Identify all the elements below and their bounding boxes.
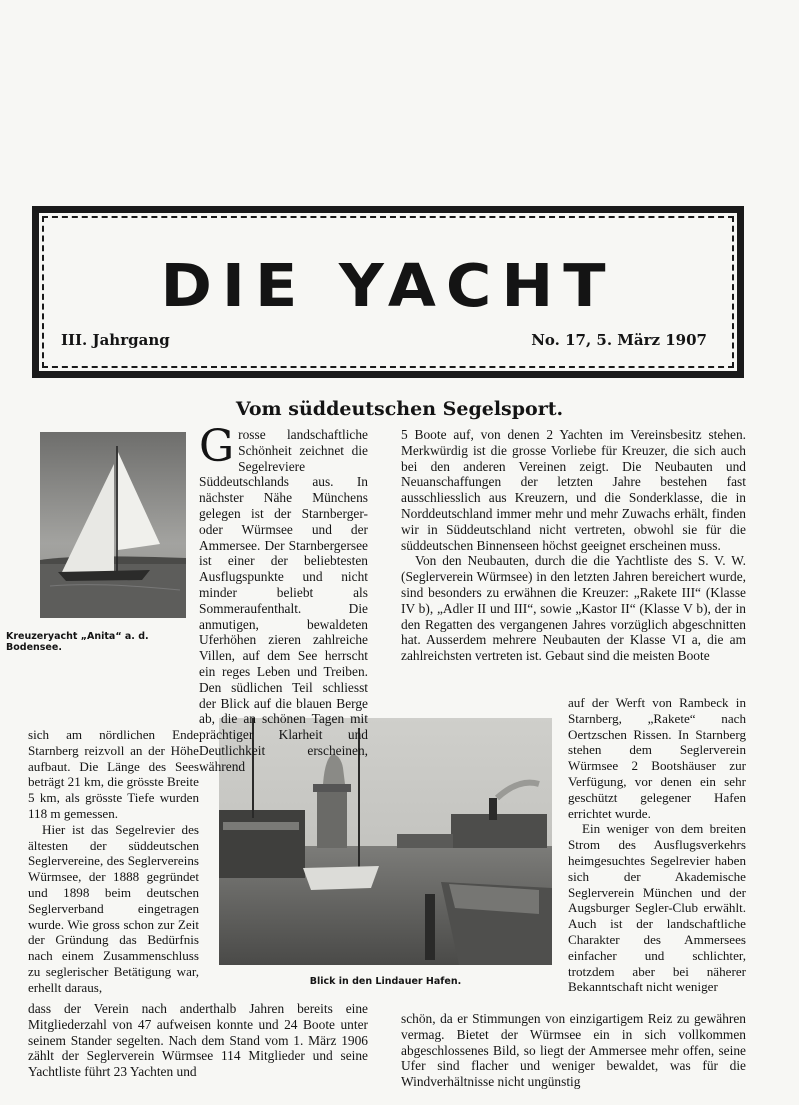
article-text-left-bottom: dass der Verein nach anderthalb Jahren bereits eine Mitgliederzahl von 47 aufweisen konnte und 24 Boote unter seinem Stander segelten. Nach dem Stand vom 1. März 1906 zählt der Seglerverein Würmsee 114 Mitglieder und seine Yachtliste führt 23 Yachten und [28, 1001, 368, 1080]
article-text-right-top: 5 Boote auf, von denen 2 Yachten im Vereinsbesitz stehen. Merkwürdig ist die grosse Vorliebe für Kreuzer, die sich auch bei den anderen Vereinen zeigt. Die Neubauten und Neuanschaffungen der letzten Jahre bestehen fast ausschliesslich aus Kreuzern, und die Sonderklasse, die in Norddeutschland immer mehr und mehr Zuwachs erhält, finden wir in Süddeutschland nicht vertreten, obwohl sie für die süddeutschen Binnenseen höchst geeignet erscheinen muss. Von den Neubauten, durch die die Yachtliste des S. V. W. (Seglerverein Würmsee) in den letzten Jahren bereichert wurde, sind besonders zu erwähnen die Kreuzer: „Rakete III“ (Klasse IV b), „Adler II und III“, sowie „Kastor II“ (Klasse V b), der in den Regatten des vergangenen Jahres vorzüglich abgeschnitten hat. Ausserdem mehrere Neubauten der Klasse VI a, die am zahlreichsten vertreten ist. Gebaut sind die meisten Boote [401, 427, 746, 664]
lindau-caption: Blick in den Lindauer Hafen. [309, 976, 462, 987]
article-text-left-top: Grosse landschaftliche Schönheit zeichnet die Segelreviere Süddeutschlands aus. In nächster Nähe Münchens gelegen ist der Starnberger- oder Würmsee und der Ammersee. Der Starnbergersee ist einer der beliebtesten Ausflugspunkte und nicht minder beliebt als Sommeraufenthalt. Die anmutigen, bewaldeten Uferhöhen zieren zahlreiche Villen, auf dem See herrscht ein reges Leben und Treiben. Den südlichen Teil schliesst der Blick auf die blauen Berge ab, die an schönen Tagen mit prächtiger Klarheit und Deutlichkeit erscheinen, während [199, 421, 368, 774]
anita-yacht-photo [40, 432, 186, 618]
drop-cap: G [199, 421, 235, 472]
magazine-title: DIE YACHT [160, 250, 616, 321]
masthead [32, 206, 744, 378]
article-headline: Vom süddeutschen Segelsport. [235, 398, 564, 420]
issue-label: No. 17, 5. März 1907 [531, 331, 707, 349]
anita-caption: Kreuzeryacht „Anita“ a. d. Bodensee. [6, 631, 149, 653]
article-text-right-mid: auf der Werft von Rambeck in Starnberg, „Rakete“ nach Oertzschen Rissen. In Starnberg stehen dem Seglerverein Würmsee 2 Bootshäuser zur Verfügung, vor denen ein sehr geschützt gelegener Hafen errichtet wurde. Ein weniger von dem breiten Strom des Ausflugsverkehrs heimgesuchtes Segelrevier haben sich der Akademische Seglerverein München und der Augsburger Segler-Club erwählt. Auch ist der landschaftliche Charakter des Ammersees einfacher und schlichter, trotzdem aber bei näherer Bekanntschaft nicht weniger [568, 695, 746, 995]
article-text-right-bottom: schön, da er Stimmungen von einzigartigem Reiz zu gewähren vermag. Bietet der Würmsee ein in sich vollkommen abgeschlossenes Bild, so liegt der Ammersee mehr offen, seine Ufer sind flacher und weniger bewaldet, was für die Windverhältnisse nicht ungünstig [401, 1011, 746, 1090]
sailboat-image [40, 432, 186, 618]
article-text-left-mid: sich am nördlichen Ende Starnberg reizvoll an der Höhe aufbaut. Die Länge des Sees beträgt 21 km, die grösste Breite 5 km, als grösste Tiefe wurden 118 m gemessen. Hier ist das Segelrevier des ältesten der süddeutschen Seglervereine, des Seglervereins Würmsee, der 1888 gegründet und 1898 beim deutschen Seglerverband eingetragen wurde. Wie gross schon zur Zeit der Gründung das Bedürfnis nach einem Zusammenschluss zu seglerischer Betätigung war, erhellt daraus, [28, 727, 199, 995]
volume-label: III. Jahrgang [61, 331, 170, 349]
